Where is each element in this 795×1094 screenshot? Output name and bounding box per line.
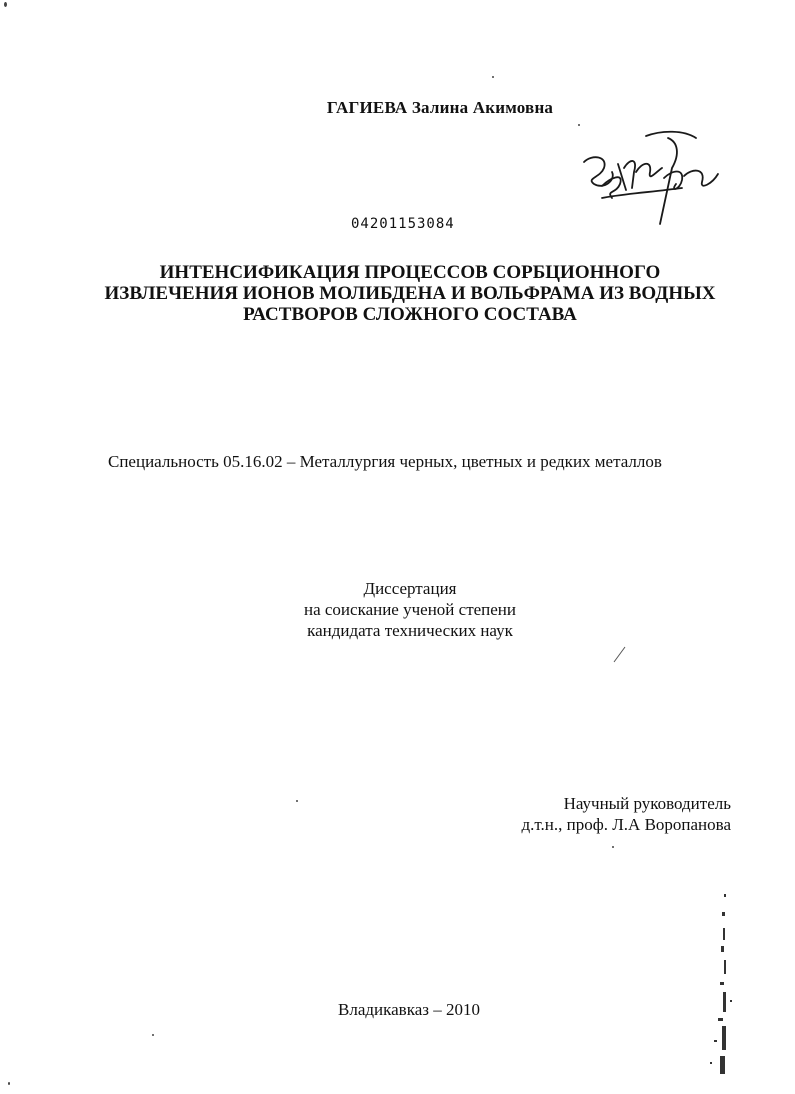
degree-block <box>230 578 590 641</box>
scan-speck <box>296 800 298 802</box>
scan-speck <box>152 1034 154 1036</box>
title-line: ИЗВЛЕЧЕНИЯ ИОНОВ МОЛИБДЕНА И ВОЛЬФРАМА ИЗ ВОДНЫХ <box>104 283 716 304</box>
title-line: ИНТЕНСИФИКАЦИЯ ПРОЦЕССОВ СОРБЦИОННОГО <box>159 262 661 283</box>
title-line: РАСТВОРОВ СЛОЖНОГО СОСТАВА <box>243 304 577 325</box>
scan-speck <box>492 76 494 78</box>
scan-speck <box>578 124 580 126</box>
degree-line: на соискание ученой степени <box>303 600 517 619</box>
document-code: 04201153084 <box>351 216 455 232</box>
city-year: Владикавказ – 2010 <box>338 1000 480 1019</box>
supervisor-name: д.т.н., проф. Л.А Воропанова <box>521 815 731 834</box>
degree-line: Диссертация <box>363 579 457 598</box>
degree-line: кандидата технических наук <box>307 621 513 640</box>
scan-speck <box>612 846 614 848</box>
scan-speck <box>8 1082 10 1085</box>
pen-mark <box>612 644 628 664</box>
supervisor-block <box>522 793 732 835</box>
dissertation-title <box>80 262 740 325</box>
scan-edge-noise <box>708 890 748 1080</box>
author-name: ГАГИЕВА Залина Акимовна <box>326 98 554 117</box>
scan-speck <box>4 2 7 7</box>
supervisor-label: Научный руководитель <box>563 794 731 813</box>
specialty-line: Специальность 05.16.02 – Металлургия черных, цветных и редких металлов <box>108 452 662 471</box>
signature-image <box>572 128 732 238</box>
